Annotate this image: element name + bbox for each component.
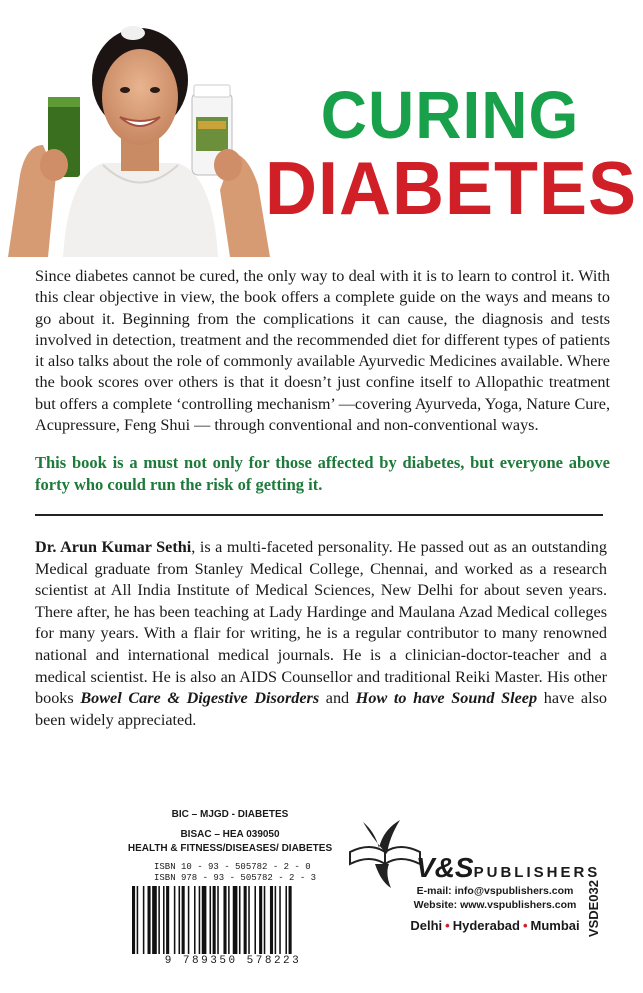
bisac-code: BISAC – HEA 039050 — [180, 829, 280, 840]
publisher-name: V&SPUBLISHERS — [416, 852, 601, 883]
highlight-text: This book is a must not only for those affected by diabetes, but everyone above forty who could run the risk of getting it. — [35, 453, 610, 494]
city-hyderabad: Hyderabad — [452, 918, 520, 933]
publisher-logo-icon — [345, 812, 425, 890]
classification-codes — [118, 808, 342, 856]
city-delhi: Delhi — [410, 918, 443, 933]
bullet-icon: • — [445, 918, 450, 933]
isbn-block — [154, 862, 334, 884]
bullet-icon: • — [522, 918, 528, 933]
publisher-cities — [385, 918, 605, 933]
title-line-2: DIABETES — [265, 147, 638, 231]
author-name: Dr. Arun Kumar Sethi — [35, 538, 192, 556]
book-title — [265, 77, 638, 231]
author-bio-part2: and — [319, 689, 356, 708]
barcode — [128, 886, 338, 964]
divider — [35, 514, 603, 516]
barcode-digits: 9 789350 578223 — [128, 955, 338, 967]
title-line-1: CURING — [320, 77, 580, 153]
author-bio — [35, 537, 607, 731]
author-bio-part1: , is a multi-faceted personality. He passed out as an outstanding Medical graduate from Stanley Medical College, Chennai, and worked as a research scientist at All India Institute of Medical Sciences, New Delhi for about seven years. There after, he has been teaching at Lady Hardinge and Maulana Azad Medical colleges for many years. With a flair for writing, he is a regular contributor to many renowned national and international medical journals. He is a clinician-doctor-teacher and a medical scientist. He is also an AIDS Counsellor and traditional Reiki Master. His other books — [35, 538, 607, 708]
city-mumbai: Mumbai — [530, 918, 580, 933]
publisher-contact — [395, 884, 595, 912]
subject-category: HEALTH & FITNESS/DISEASES/ DIABETES — [127, 843, 333, 854]
cover-photo — [8, 25, 270, 257]
isbn-10: ISBN 10 - 93 - 505782 - 2 - 0 — [154, 862, 311, 872]
bic-code: BIC – MJGD - DIABETES — [171, 809, 289, 820]
book-blurb: Since diabetes cannot be cured, the only way to deal with it is to learn to control it. With this clear objective in view, the book offers a complete guide on the ways and means to go about it. Beginning from the complications it can cause, the diagnosis and tests involved in detection, treatment and the recommended diet for different types of patients it also talks about the role of commonly available Ayurvedic Medicines available. Where the book scores over others is that it doesn’t just confine itself to Allopathic treatment but offers a complete ‘controlling mechanism’ —covering Ayurveda, Yoga, Nature Cure, Acupressure, Feng Shui — through conventional and non-conventional ways. — [35, 267, 610, 435]
publisher-website: Website: www.vspublishers.com — [413, 899, 577, 911]
book-title-2: How to have Sound Sleep — [355, 689, 538, 708]
book-title-1: Bowel Care & Digestive Disorders — [80, 689, 320, 708]
author-bio-part3: have also been widely appreciated. — [35, 689, 607, 729]
isbn-13: ISBN 978 - 93 - 505782 - 2 - 3 — [154, 873, 317, 883]
publisher-email: E-mail: info@vspublishers.com — [416, 885, 574, 897]
product-code: VSDE032 — [586, 880, 601, 938]
